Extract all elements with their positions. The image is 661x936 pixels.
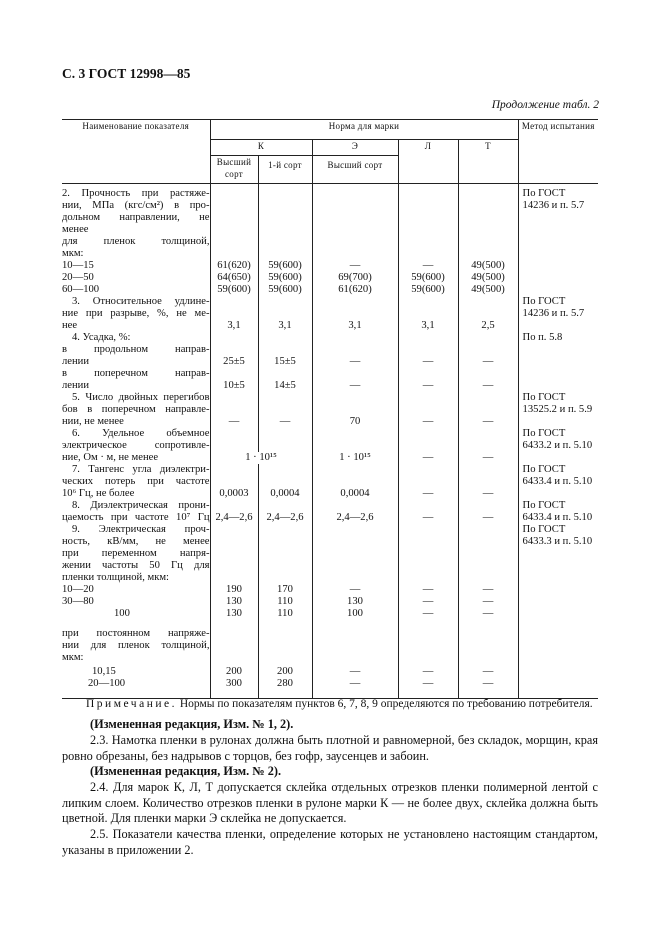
cell-k-first: 59(600) <box>258 272 312 284</box>
method-cell: По ГОСТ <box>518 428 598 440</box>
method-cell: 14236 и п. 5.7 <box>518 308 598 320</box>
cell-l: — <box>398 416 458 428</box>
table-row: нии для пленок толщиной, <box>62 640 210 651</box>
e-top-grade-header: Высший сорт <box>312 156 398 184</box>
grade-l-header: Л <box>398 140 458 184</box>
table-row: нее <box>62 320 78 331</box>
table-row: дольном направлении, не <box>62 212 210 223</box>
table-row: лении <box>62 380 89 391</box>
table-row: ческих потерь при частоте <box>62 476 210 487</box>
cell-t: 49(500) <box>458 284 518 296</box>
cell-l: 59(600) <box>398 284 458 296</box>
cell-t: — <box>458 584 518 596</box>
cell-k-top: 300 <box>210 678 258 699</box>
table-row: 30—80 <box>62 596 94 607</box>
cell-e: — <box>312 380 398 392</box>
table-row: лении <box>62 356 89 367</box>
cell-l: 3,1 <box>398 320 458 332</box>
method-cell: По ГОСТ <box>518 392 598 404</box>
cell-e: — <box>312 678 398 699</box>
table-row: в поперечном направ- <box>62 368 210 379</box>
method-cell: 6433.2 и п. 5.10 <box>518 440 598 452</box>
table-row: 8. Диэлектрическая прони- <box>72 500 210 511</box>
table-row: мкм: <box>62 248 84 259</box>
cell-k-first: 170 <box>258 584 312 596</box>
method-cell: 13525.2 и п. 5.9 <box>518 404 598 416</box>
table-row: мкм: <box>62 652 84 663</box>
cell-t: — <box>458 664 518 678</box>
paragraph-2-4 <box>62 780 598 827</box>
cell-k-top: 130 <box>210 596 258 608</box>
cell-k-top: 3,1 <box>210 320 258 332</box>
cell-l: — <box>398 608 458 628</box>
table-row: 100 <box>114 608 130 619</box>
cell-k-first: 2,4—2,6 <box>258 512 312 524</box>
cell-k-top: — <box>210 416 258 428</box>
table-row: ность, кВ/мм, не менее <box>62 536 210 547</box>
table-row: в продольном направ- <box>62 344 210 355</box>
col-indicator-header: Наименование показателя <box>62 120 210 184</box>
table-row: ние, Ом · м, не менее <box>62 452 159 463</box>
cell-k-first: 15±5 <box>258 356 312 368</box>
cell-l: — <box>398 452 458 464</box>
method-cell: 6433.4 и п. 5.10 <box>518 476 598 488</box>
cell-k-top: 0,0003 <box>210 488 258 500</box>
col-method-header: Метод испытания <box>518 120 598 184</box>
cell-e: — <box>312 584 398 596</box>
table-row: 5. Число двойных перегибов <box>72 392 210 403</box>
cell-k-first: 200 <box>258 664 312 678</box>
revision-note-1 <box>62 717 598 733</box>
page-header: С. 3 ГОСТ 12998—85 <box>62 66 191 81</box>
cell-k-first: 110 <box>258 608 312 628</box>
cell-l: — <box>398 596 458 608</box>
table-row: 6. Удельное объемное <box>72 428 210 439</box>
cell-l: — <box>398 584 458 596</box>
table-row: электрическое сопротивле- <box>62 440 210 451</box>
properties-table <box>62 119 598 699</box>
cell-e: 130 <box>312 596 398 608</box>
table-row: 60—100 <box>62 284 100 295</box>
table-row: ние при разрыве, %, не ме- <box>62 308 210 319</box>
note-text: Нормы по показателям пунктов 6, 7, 8, 9 определяются по требованию потребителя. <box>179 698 593 710</box>
cell-l: — <box>398 488 458 500</box>
cell-k-first: 280 <box>258 678 312 699</box>
k-top-grade-header: Высший сорт <box>210 156 258 184</box>
table-row: 10—20 <box>62 584 94 595</box>
paragraph-2-5-text: 2.5. Показатели качества пленки, определение которых не установлено настоящим стандартом, указаны в приложении 2. <box>62 827 598 857</box>
cell-k-top: 64(650) <box>210 272 258 284</box>
cell-t: — <box>458 488 518 500</box>
grade-k-header: К <box>210 140 312 156</box>
cell-e: 2,4—2,6 <box>312 512 398 524</box>
cell-e: — <box>312 260 398 272</box>
cell-t: 2,5 <box>458 320 518 332</box>
cell-k-top: 2,4—2,6 <box>210 512 258 524</box>
k-first-grade-header: 1-й сорт <box>258 156 312 184</box>
table-row: 4. Усадка, %: <box>72 332 131 343</box>
cell-k-first: 110 <box>258 596 312 608</box>
cell-k-top: 200 <box>210 664 258 678</box>
cell-l: — <box>398 664 458 678</box>
method-cell: 6433.4 и п. 5.10 <box>518 512 598 524</box>
revision-note-2-text: (Измененная редакция, Изм. № 2). <box>90 764 282 778</box>
method-cell: По ГОСТ <box>518 524 598 536</box>
table-row: при переменном напря- <box>62 548 210 559</box>
cell-t: 49(500) <box>458 260 518 272</box>
cell-l: — <box>398 512 458 524</box>
cell-e: 70 <box>312 416 398 428</box>
cell-e: — <box>312 664 398 678</box>
table-continuation-label: Продолжение табл. 2 <box>491 99 599 111</box>
method-cell: 14236 и п. 5.7 <box>518 200 598 212</box>
table-row: при постоянном напряже- <box>62 628 210 639</box>
note-label: Примечание. <box>86 698 177 710</box>
cell-e: 61(620) <box>312 284 398 296</box>
cell-l: — <box>398 356 458 368</box>
cell-t: — <box>458 380 518 392</box>
revision-note-1-text: (Измененная редакция, Изм. № 1, 2). <box>90 717 294 731</box>
cell-k-top: 25±5 <box>210 356 258 368</box>
revision-note-2 <box>62 764 598 780</box>
cell-k-top: 59(600) <box>210 284 258 296</box>
table-row: цаемость при частоте 10⁷ Гц <box>62 512 210 523</box>
table-row: 10,15 <box>92 666 116 677</box>
table-row: менее <box>62 224 89 235</box>
cell-l: — <box>398 380 458 392</box>
table-row: 10—15 <box>62 260 94 271</box>
cell-t: — <box>458 678 518 699</box>
table-row: 10⁶ Гц, не более <box>62 488 135 499</box>
method-cell: По ГОСТ <box>518 184 598 201</box>
cell-e: 100 <box>312 608 398 628</box>
cell-k-top: 190 <box>210 584 258 596</box>
cell-e: 69(700) <box>312 272 398 284</box>
cell-t: — <box>458 596 518 608</box>
grade-t-header: Т <box>458 140 518 184</box>
method-cell: По ГОСТ <box>518 500 598 512</box>
cell-l: — <box>398 678 458 699</box>
method-cell: По ГОСТ <box>518 296 598 308</box>
paragraph-2-3-text: 2.3. Намотка пленки в рулонах должна быть плотной и равномерной, без складок, морщин, края ровно обрезаны, без надрывов с торцов, без гофр, заусенцев и забоин. <box>62 733 598 763</box>
cell-k-merged: 1 · 10¹⁵ <box>210 452 312 464</box>
cell-e: — <box>312 356 398 368</box>
table-row: 20—100 <box>88 678 126 689</box>
cell-e: 3,1 <box>312 320 398 332</box>
paragraph-2-4-text: 2.4. Для марок К, Л, Т допускается склейка отдельных отрезков пленки полимерной лентой с липким слоем. Количество отрезков пленки в рулоне марки К — не более двух, склейка должна быть цветной. Для пленки марки Э склейка не допускается. <box>62 780 598 825</box>
cell-k-first: 14±5 <box>258 380 312 392</box>
table-row: 9. Электрическая проч- <box>72 524 210 535</box>
cell-k-top: 10±5 <box>210 380 258 392</box>
table-row: нии, МПа (кгс/см²) в про- <box>62 200 210 211</box>
col-norm-header: Норма для марки <box>210 120 518 140</box>
table-row: для пленок толщиной, <box>62 236 210 247</box>
table-row: 3. Относительное удлине- <box>72 296 210 307</box>
cell-k-top: 130 <box>210 608 258 628</box>
cell-e: 0,0004 <box>312 488 398 500</box>
cell-k-first: 0,0004 <box>258 488 312 500</box>
cell-k-top: 61(620) <box>210 260 258 272</box>
cell-k-first: — <box>258 416 312 428</box>
cell-k-first: 59(600) <box>258 260 312 272</box>
cell-t: — <box>458 452 518 464</box>
method-cell: По п. 5.8 <box>518 332 598 344</box>
grade-e-header: Э <box>312 140 398 156</box>
cell-t: — <box>458 608 518 628</box>
table-row: 20—50 <box>62 272 94 283</box>
cell-k-first: 3,1 <box>258 320 312 332</box>
cell-t: 49(500) <box>458 272 518 284</box>
table-row: 2. Прочность при растяже- <box>62 188 210 199</box>
paragraph-2-5 <box>62 827 598 858</box>
paragraph-2-3 <box>62 733 598 764</box>
table-row: нии, не менее <box>62 416 124 427</box>
table-row: бов в поперечном направле- <box>62 404 210 415</box>
cell-e: 1 · 10¹⁵ <box>312 452 398 464</box>
table-row: жении частоты 50 Гц для <box>62 560 210 571</box>
cell-k-first: 59(600) <box>258 284 312 296</box>
cell-t: — <box>458 416 518 428</box>
table-note <box>86 698 593 710</box>
method-cell: По ГОСТ <box>518 464 598 476</box>
table-row: 7. Тангенс угла диэлектри- <box>72 464 210 475</box>
cell-l: — <box>398 260 458 272</box>
cell-l: 59(600) <box>398 272 458 284</box>
table-row: пленки толщиной, мкм: <box>62 572 169 583</box>
cell-t: — <box>458 356 518 368</box>
method-cell: 6433.3 и п. 5.10 <box>518 536 598 548</box>
cell-t: — <box>458 512 518 524</box>
